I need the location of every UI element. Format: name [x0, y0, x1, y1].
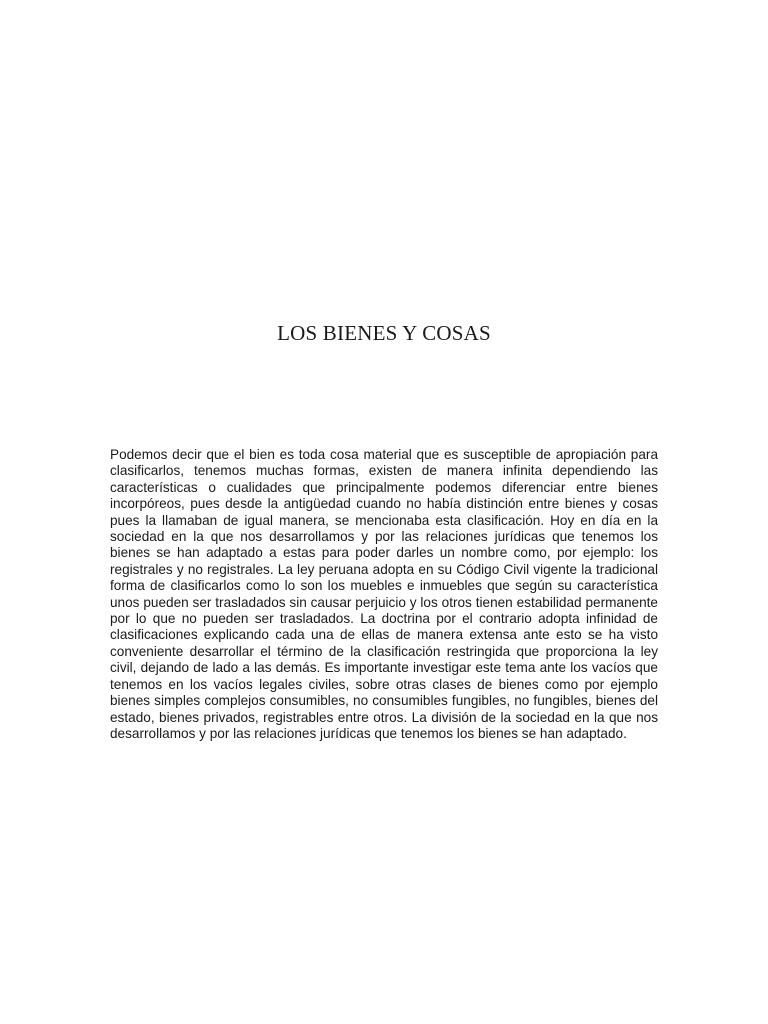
page-title: LOS BIENES Y COSAS: [277, 321, 491, 345]
body-paragraph: Podemos decir que el bien es toda cosa material que es susceptible de apropiación para clasificarlos, tenemos muchas formas, existen de manera infinita dependiendo las características o cualidades que principalmente podemos diferenciar entre bienes incorpóreos, pues desde la antigüedad cuando no había distinción entre bienes y cosas pues la llamaban de igual manera, se mencionaba esta clasificación. Hoy en día en la sociedad en la que nos desarrollamos y por las relaciones jurídicas que tenemos los bienes se han adaptado a estas para poder darles un nombre como, por ejemplo: los registrales y no registrales. La ley peruana adopta en su Código Civil vigente la tradicional forma de clasificarlos como lo son los muebles e inmuebles que según su característica unos pueden ser trasladados sin causar perjuicio y los otros tienen estabilidad permanente por lo que no pueden ser trasladados. La doctrina por el contrario adopta infinidad de clasificaciones explicando cada una de ellas de manera extensa ante esto se ha visto conveniente desarrollar el término de la clasificación restringida que proporciona la ley civil, dejando de lado a las demás. Es importante investigar este tema ante los vacíos que tenemos en los vacíos legales civiles, sobre otras clases de bienes como por ejemplo bienes simples complejos consumibles, no consumibles fungibles, no fungibles, bienes del estado, bienes privados, registrables entre otros. La división de la sociedad en la que nos desarrollamos y por las relaciones jurídicas que tenemos los bienes se han adaptado.: [110, 447, 658, 741]
